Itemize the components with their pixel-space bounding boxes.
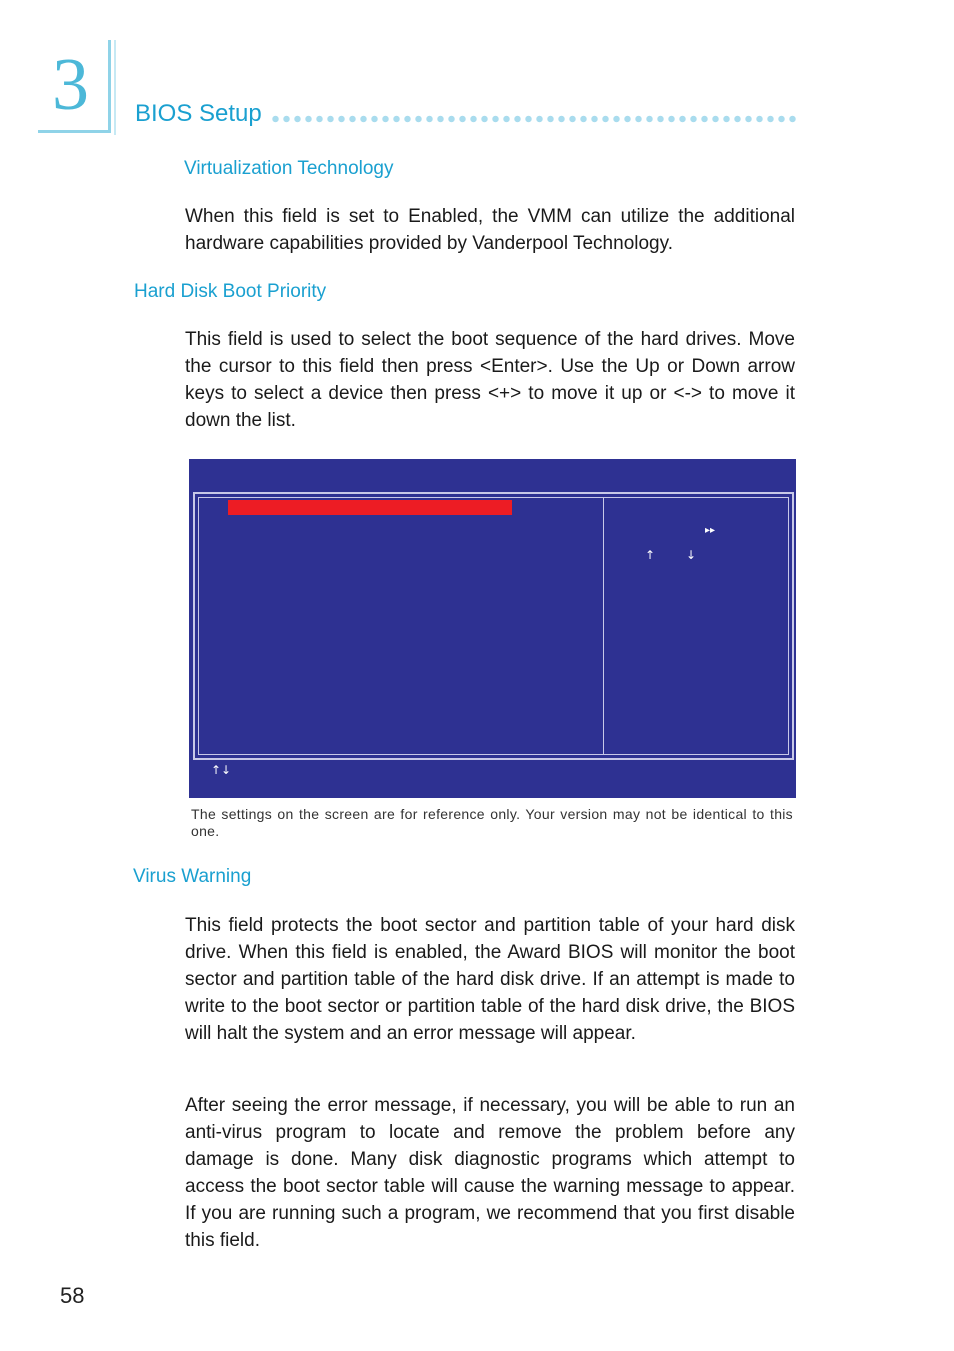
- section-title-hard-disk-boot-priority: Hard Disk Boot Priority: [134, 281, 327, 302]
- paragraph-virus-warning-1: This field protects the boot sector and partition table of your hard disk drive. When this field is enabled, the Award BIOS will monitor the boot sector and partition table of the hard disk drive. If an attempt is made to write to the boot sector or partition table of the hard disk drive, the BIOS will halt the system and an error message will appear.: [185, 915, 795, 1044]
- section-title-virtualization: Virtualization Technology: [184, 158, 394, 179]
- paragraph-virtualization: When this field is set to Enabled, the VMM can utilize the additional hardware capabilities provided by Vanderpool Technology.: [185, 206, 795, 254]
- paragraph-hard-disk-boot-priority: This field is used to select the boot sequence of the hard drives. Move the cursor to this field then press <Enter>. Use the Up or Down arrow keys to select a device then press <+> to move it up or <-> to move it down the list.: [185, 329, 795, 431]
- paragraph-virus-warning-2: After seeing the error message, if necessary, you will be able to run an anti-virus program to locate and remove the problem before any damage is done. Many disk diagnostic programs which attempt to access the boot sector table will cause the warning message to appear. If you are running such a program, we recommend that you first disable this field.: [185, 1095, 795, 1251]
- bios-selected-item-highlight: [228, 500, 512, 515]
- bios-screenshot: [189, 459, 796, 798]
- up-arrow-icon: ↑: [645, 548, 656, 562]
- bios-panel-divider: [603, 497, 604, 755]
- chapter-number: 3: [52, 44, 89, 126]
- header-dot-rule: [270, 115, 798, 123]
- bios-frame: [193, 492, 794, 760]
- screenshot-caption: The settings on the screen are for reference only. Your version may not be identical to this one.: [191, 806, 793, 839]
- submenu-arrow-icon: ▸▸: [705, 525, 716, 536]
- page-header-title: BIOS Setup: [135, 100, 262, 127]
- section-title-virus-warning: Virus Warning: [133, 866, 252, 887]
- navigation-arrows-icon: ↑↓: [211, 763, 232, 777]
- page-number: 58: [60, 1283, 85, 1308]
- down-arrow-icon: ↓: [686, 548, 697, 562]
